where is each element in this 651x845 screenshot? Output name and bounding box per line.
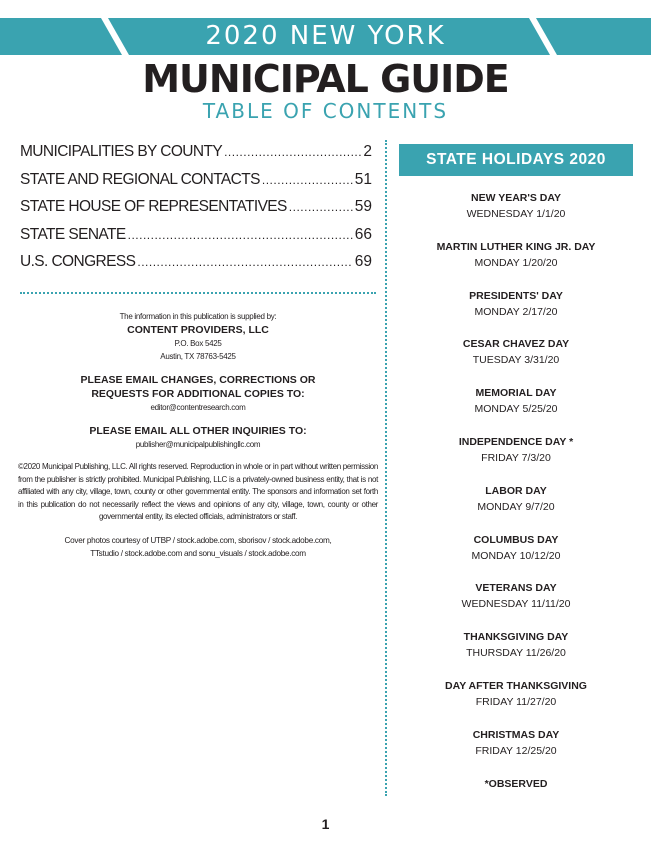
holiday-date: MONDAY 10/12/20 — [471, 549, 561, 562]
holiday-date: WEDNESDAY 1/1/20 — [466, 208, 566, 220]
holiday-name: THANKSGIVING DAY — [463, 631, 569, 644]
toc-leader-dots — [128, 228, 353, 242]
holiday-date: FRIDAY 11/27/20 — [475, 695, 557, 708]
holiday-name: COLUMBUS DAY — [473, 533, 559, 546]
holiday-item — [410, 727, 622, 776]
toc-entry[interactable] — [20, 143, 372, 171]
inquiries-heading: PLEASE EMAIL ALL OTHER INQUIRIES TO: — [89, 425, 307, 437]
changes-heading-line1: PLEASE EMAIL CHANGES, CORRECTIONS OR — [80, 374, 316, 386]
table-of-contents — [20, 143, 372, 281]
holiday-date: MONDAY 9/7/20 — [477, 500, 555, 513]
toc-entry-page: 51 — [354, 170, 372, 188]
holiday-item — [410, 532, 622, 581]
holiday-date: FRIDAY 12/25/20 — [475, 744, 557, 757]
holiday-name: VETERANS DAY — [475, 582, 557, 595]
banner-title: 2020 NEW YORK — [205, 21, 446, 51]
toc-entry-page: 69 — [354, 253, 372, 270]
changes-heading-line2: REQUESTS FOR ADDITIONAL COPIES TO: — [91, 388, 305, 400]
holiday-name: PRESIDENTS' DAY — [469, 289, 563, 302]
toc-entry[interactable] — [20, 171, 372, 199]
observed-note: *OBSERVED — [484, 777, 548, 790]
supplied-by-text: The information in this publication is supplied by: — [119, 312, 277, 321]
toc-entry-label: STATE SENATE — [20, 225, 126, 243]
holiday-item — [410, 580, 622, 629]
holiday-date: MONDAY 2/17/20 — [474, 305, 558, 318]
holiday-item — [410, 190, 622, 239]
holiday-item — [410, 239, 622, 288]
holiday-date: FRIDAY 7/3/20 — [481, 451, 551, 464]
toc-entry[interactable] — [20, 226, 372, 254]
toc-entry-page: 66 — [354, 225, 372, 243]
toc-entry-label: STATE HOUSE OF REPRESENTATIVES — [20, 198, 287, 215]
holiday-name: MEMORIAL DAY — [475, 387, 557, 400]
holiday-name: CESAR CHAVEZ DAY — [462, 338, 570, 351]
holiday-item — [410, 629, 622, 678]
page-title: MUNICIPAL GUIDE — [142, 57, 509, 101]
toc-entry-label: U.S. CONGRESS — [20, 253, 136, 270]
page-subtitle: TABLE OF CONTENTS — [202, 99, 449, 123]
toc-entry-label: MUNICIPALITIES BY COUNTY — [20, 143, 223, 160]
publisher-email-link[interactable]: publisher@municipalpublishingllc.com — [135, 440, 261, 449]
title-banner — [0, 18, 651, 55]
holiday-item — [410, 483, 622, 532]
photo-credits-line2: TTstudio / stock.adobe.com and sonu_visuals / stock.adobe.com — [90, 548, 306, 558]
holiday-item — [410, 678, 622, 727]
holiday-item — [410, 336, 622, 385]
holiday-item — [410, 385, 622, 434]
toc-entry-label: STATE AND REGIONAL CONTACTS — [20, 170, 260, 188]
toc-entry[interactable] — [20, 198, 372, 226]
provider-city: Austin, TX 78763-5425 — [160, 352, 236, 361]
toc-leader-dots — [262, 173, 353, 187]
holiday-date: MONDAY 5/25/20 — [474, 403, 558, 416]
photo-credits-line1: Cover photos courtesy of UTBP / stock.adobe.com, sborisov / stock.adobe.com, — [64, 535, 332, 545]
page-number: 1 — [321, 816, 330, 832]
photo-credits — [18, 534, 378, 560]
toc-entry[interactable] — [20, 253, 372, 281]
holiday-date: TUESDAY 3/31/20 — [472, 354, 560, 367]
holiday-item — [410, 434, 622, 483]
holiday-name: LABOR DAY — [485, 484, 547, 497]
toc-leader-dots — [137, 255, 352, 269]
publisher-info — [18, 310, 378, 560]
toc-entry-page: 2 — [363, 143, 372, 160]
holiday-date: MONDAY 1/20/20 — [474, 256, 558, 269]
holidays-heading: STATE HOLIDAYS 2020 — [399, 144, 633, 176]
holiday-date: WEDNESDAY 11/11/20 — [461, 598, 571, 611]
editor-email-link[interactable]: editor@contentresearch.com — [150, 403, 246, 412]
legal-notice: ©2020 Municipal Publishing, LLC. All rights reserved. Reproduction in whole or in part without written permission from the publisher is strictly prohibited. Municipal Publishing, LLC is a privately-owned business entity, that is not affiliated with any city, village, town, county or other governmental entity. The sponsors and information set forth in this publication do not necessarily reflect the views and opinions of any city, village, town, county or other governmental entity, its elected officials, administrators or staff. — [18, 462, 378, 521]
holiday-date: THURSDAY 11/26/20 — [466, 647, 566, 660]
toc-leader-dots — [224, 145, 361, 159]
holiday-name: NEW YEAR'S DAY — [470, 192, 562, 204]
holidays-list — [410, 190, 622, 792]
vertical-divider — [385, 140, 387, 796]
toc-entry-page: 59 — [354, 198, 372, 215]
holiday-name: DAY AFTER THANKSGIVING — [445, 679, 587, 692]
toc-leader-dots — [289, 200, 353, 214]
holiday-name: CHRISTMAS DAY — [472, 728, 560, 741]
holiday-name: INDEPENDENCE DAY * — [458, 435, 574, 448]
provider-name: CONTENT PROVIDERS, LLC — [127, 324, 269, 336]
holiday-name: MARTIN LUTHER KING JR. DAY — [436, 240, 596, 253]
holiday-item — [410, 288, 622, 337]
provider-po-box: P.O. Box 5425 — [174, 339, 222, 348]
horizontal-divider — [20, 292, 376, 294]
